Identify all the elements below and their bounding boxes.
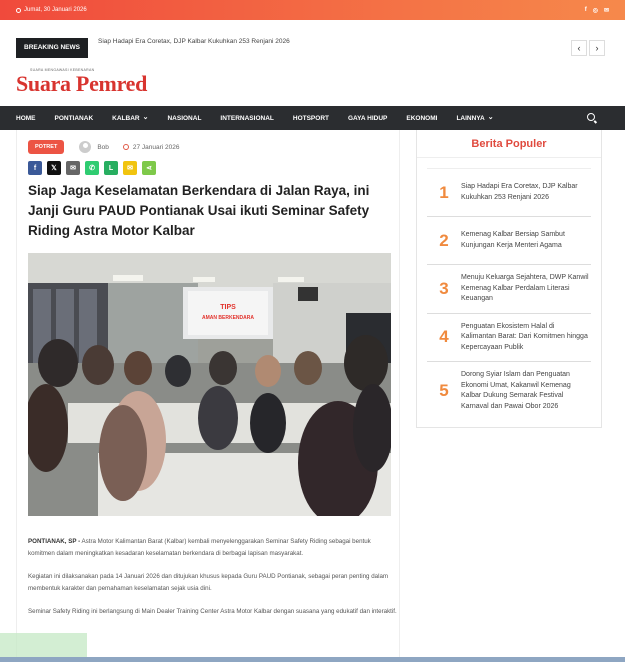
article-meta xyxy=(28,140,399,154)
chevron-down-icon: ⌄ xyxy=(142,113,149,121)
nav-item-lainnya[interactable] xyxy=(456,115,493,122)
search-icon[interactable] xyxy=(587,113,595,121)
breaking-news-nav xyxy=(571,40,605,56)
article-paragraph: Seminar Safety Riding ini berlangsung di Main Dealer Training Center Astra Motor Kalbar dengan suasana yang edukatif dan interaktif. xyxy=(28,608,397,615)
current-date xyxy=(16,7,87,13)
nav-item-kalbar[interactable] xyxy=(112,115,148,122)
clock-icon xyxy=(123,144,129,150)
share-buttons xyxy=(28,161,399,175)
share-icon[interactable]: ⋖ xyxy=(142,161,156,175)
popular-news-sidebar xyxy=(416,130,602,428)
nav-item-label: LAINNYA xyxy=(456,114,485,122)
popular-headline-link[interactable]: Kemenag Kalbar Bersiap Sambut Kunjungan Kerja Menteri Agama xyxy=(461,231,565,249)
popular-headline-link[interactable]: Penguatan Ekosistem Halal di Kalimantan Barat: Dari Komitmen hingga Kepercayaan Publik xyxy=(461,322,588,351)
nav-item-label: INTERNASIONAL xyxy=(220,114,274,122)
popular-headline-link[interactable]: Siap Hadapi Era Coretax, DJP Kalbar Kukuhkan 253 Renjani 2026 xyxy=(461,183,578,201)
popular-headline-link[interactable]: Menuju Keluarga Sejahtera, DWP Kanwil Kemenag Kalbar Perdalam Literasi Keuangan xyxy=(461,274,589,302)
breaking-news-bar xyxy=(16,38,605,58)
clock-icon xyxy=(16,8,21,13)
sms-icon[interactable]: ✉ xyxy=(123,161,137,175)
next-arrow-button[interactable]: › xyxy=(589,40,605,56)
nav-item-nasional[interactable] xyxy=(167,115,201,122)
social-links xyxy=(585,7,609,14)
nav-item-label: PONTIANAK xyxy=(54,114,94,122)
seminar-photo-illustration xyxy=(28,253,391,516)
popular-list-item[interactable] xyxy=(427,313,591,362)
popular-list xyxy=(417,158,601,420)
popular-rank-number: 4 xyxy=(439,327,449,347)
popular-rank-number: 2 xyxy=(439,230,449,250)
current-date-text: Jumat, 30 Januari 2026 xyxy=(24,7,87,13)
facebook-icon[interactable]: f xyxy=(28,161,42,175)
popular-rank-number: 5 xyxy=(439,381,449,400)
nav-item-hotsport[interactable] xyxy=(293,115,329,122)
nav-item-label: NASIONAL xyxy=(167,114,202,122)
article-title: Siap Jaga Keselamatan Berkendara di Jalan Raya, ini Janji Guru PAUD Pontianak Usai ikuti Seminar Safety Riding Astra Motor Kalbar xyxy=(28,183,370,238)
popular-list-item[interactable] xyxy=(427,168,591,216)
article-column xyxy=(16,130,400,662)
logo-wordmark: Suara Pemred xyxy=(16,71,148,96)
nav-item-pontianak[interactable] xyxy=(55,115,94,122)
nav-item-label: EKONOMI xyxy=(406,114,438,122)
overlay-tab xyxy=(0,633,87,657)
category-badge[interactable]: POTRET xyxy=(28,140,64,154)
breaking-news-label: BREAKING NEWS xyxy=(16,38,88,58)
prev-arrow-button[interactable]: ‹ xyxy=(571,40,587,56)
nav-item-label: HOME xyxy=(16,114,36,122)
nav-item-ekonomi[interactable] xyxy=(406,115,437,122)
article-paragraph xyxy=(28,536,398,560)
facebook-icon[interactable]: f xyxy=(584,6,587,13)
instagram-icon[interactable]: ◎ xyxy=(592,7,598,14)
nav-item-home[interactable] xyxy=(16,115,36,122)
site-logo[interactable] xyxy=(16,68,147,97)
slide-title-text: TIPS xyxy=(220,304,236,311)
popular-headline-link[interactable]: Dorong Syiar Islam dan Penguatan Ekonomi Umat, Kakanwil Kemenag Kalbar Dukung Semarak Festival Karnaval dan Pawai Obor 2026 xyxy=(461,371,571,410)
article-photo xyxy=(28,253,391,516)
author-name[interactable]: Bob xyxy=(97,143,109,151)
popular-rank-number: 1 xyxy=(439,182,449,202)
popular-list-item[interactable] xyxy=(427,216,591,264)
publish-date: 27 Januari 2026 xyxy=(132,143,180,151)
sidebar-heading: Berita Populer xyxy=(417,130,601,158)
nav-item-label: GAYA HIDUP xyxy=(348,114,388,122)
main-navigation xyxy=(0,106,625,130)
dateline: PONTIANAK, SP - xyxy=(28,538,81,545)
nav-item-internasional[interactable] xyxy=(220,115,273,122)
author-avatar xyxy=(79,141,91,153)
whatsapp-icon[interactable]: ✆ xyxy=(85,161,99,175)
nav-item-label: HOTSPORT xyxy=(292,114,329,122)
paragraph-text: Astra Motor Kalimantan Barat (Kalbar) kembali menyelenggarakan Seminar Safety Riding sebagai bentuk komitmen dalam meningkatkan kesadaran keselamatan berkendara di berbagai lapisan masyarakat. xyxy=(28,538,371,557)
popular-list-item[interactable] xyxy=(427,264,591,313)
article-body xyxy=(28,536,398,618)
slide-subtitle-text: AMAN BERKENDARA xyxy=(202,315,254,321)
nav-item-gaya-hidup[interactable] xyxy=(348,115,387,122)
line-icon[interactable]: L xyxy=(104,161,118,175)
popular-rank-number: 3 xyxy=(439,278,449,298)
x-icon[interactable]: 𝕏 xyxy=(47,161,61,175)
bottom-bar xyxy=(0,657,625,662)
nav-item-label: KALBAR xyxy=(112,114,140,122)
logo-tagline: SUARA MENGAWASI KEBENARAN xyxy=(30,68,95,72)
email-icon[interactable]: ✉ xyxy=(66,161,80,175)
popular-list-item[interactable] xyxy=(427,361,591,420)
email-icon[interactable]: ✉ xyxy=(603,7,609,14)
top-bar xyxy=(0,0,625,20)
breaking-news-headline[interactable]: Siap Hadapi Era Coretax, DJP Kalbar Kukuhkan 253 Renjani 2026 xyxy=(97,38,290,45)
chevron-down-icon: ⌄ xyxy=(487,113,494,121)
article-paragraph: Kegiatan ini dilaksanakan pada 14 Januari 2026 dan ditujukan khusus kepada Guru PAUD Pontianak, sebagai peran penting dalam membentuk karakter dan pemahaman keselamatan sejak usia dini. xyxy=(28,573,389,592)
